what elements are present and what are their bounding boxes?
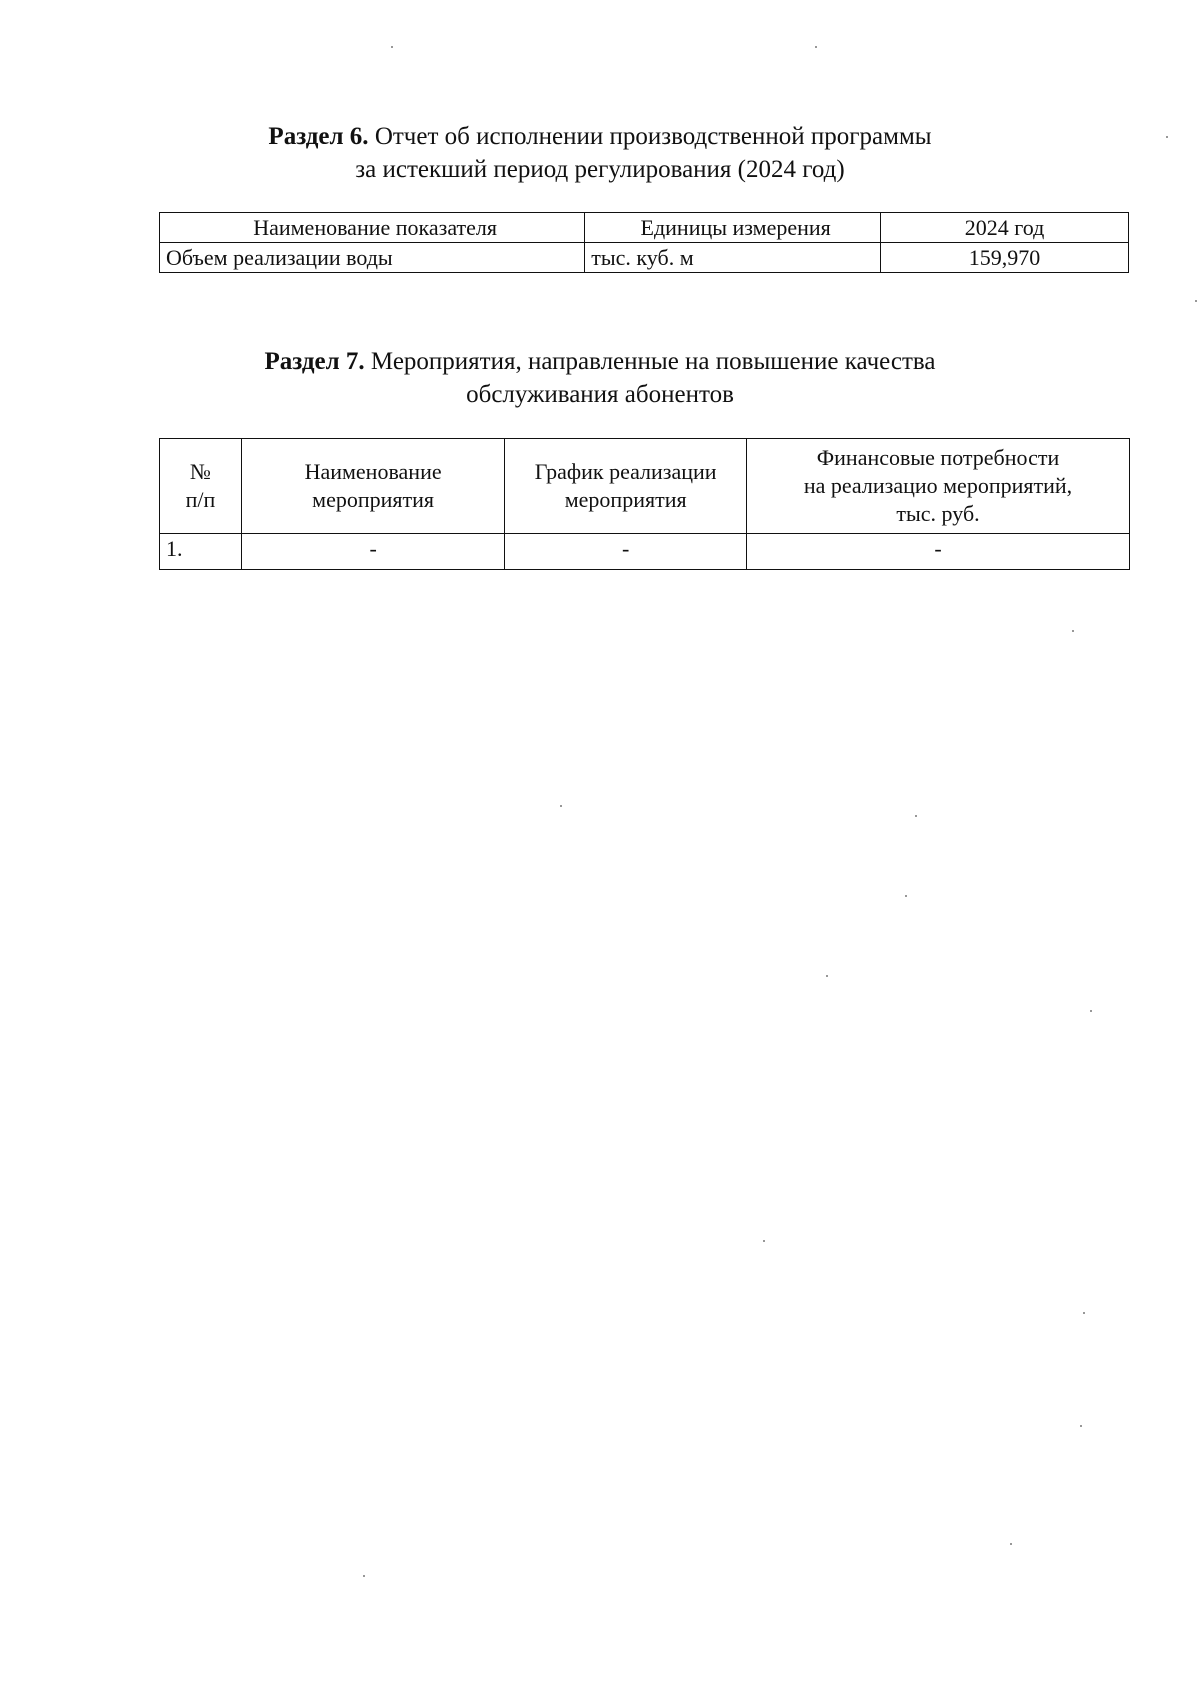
scan-speck — [363, 1575, 365, 1577]
header-measure-name — [241, 439, 505, 534]
section-6-title-line2: за истекший период регулирования (2024 год) — [355, 156, 845, 183]
header-measure-name-line1: Наименование — [304, 459, 442, 484]
section-7-table — [159, 438, 1130, 570]
scan-speck — [1083, 1312, 1085, 1314]
section-7-title-line1: Мероприятия, направленные на повышение качества — [370, 348, 936, 375]
cell-indicator-name: Объем реализации воды — [160, 243, 585, 273]
table-row — [160, 534, 1130, 570]
scan-speck — [1010, 1543, 1012, 1545]
scan-speck — [763, 1240, 765, 1242]
header-schedule — [505, 439, 747, 534]
section-7-title-line2: обслуживания абонентов — [466, 381, 734, 408]
header-financing — [747, 439, 1130, 534]
scan-speck — [1090, 1010, 1092, 1012]
scan-speck — [1072, 630, 1074, 632]
scan-speck — [905, 895, 907, 897]
header-number — [160, 439, 242, 534]
cell-value: 159,970 — [881, 243, 1129, 273]
cell-financing: - — [747, 534, 1130, 570]
header-number-line1: № — [189, 459, 211, 484]
scan-speck — [1195, 300, 1197, 302]
header-year: 2024 год — [881, 213, 1129, 243]
cell-schedule: - — [505, 534, 747, 570]
scan-speck — [826, 975, 828, 977]
table-header-row — [160, 213, 1129, 243]
section-6-title-line1: Отчет об исполнении производственной программы — [374, 123, 932, 150]
cell-number: 1. — [160, 534, 242, 570]
section-7-label: Раздел 7. — [264, 348, 365, 375]
scan-speck — [391, 46, 393, 48]
section-6-label: Раздел 6. — [268, 123, 369, 150]
header-indicator-name: Наименование показателя — [160, 213, 585, 243]
scan-speck — [560, 805, 562, 807]
header-schedule-line1: График реализации — [534, 459, 717, 484]
scan-speck — [1166, 136, 1168, 138]
header-number-line2: п/п — [185, 487, 216, 512]
scan-speck — [915, 815, 917, 817]
header-financing-line3: тыс. руб. — [896, 501, 980, 526]
cell-units: тыс. куб. м — [585, 243, 881, 273]
header-measure-name-line2: мероприятия — [312, 487, 435, 512]
header-schedule-line2: мероприятия — [564, 487, 687, 512]
section-6-table — [159, 212, 1129, 273]
cell-measure-name: - — [241, 534, 505, 570]
header-financing-line2: на реализацио мероприятий, — [803, 473, 1073, 498]
header-financing-line1: Финансовые потребности — [816, 445, 1060, 470]
section-7-heading — [0, 345, 1200, 411]
section-6-heading — [0, 120, 1200, 186]
table-row — [160, 243, 1129, 273]
scan-speck — [815, 46, 817, 48]
header-units: Единицы измерения — [585, 213, 881, 243]
scan-speck — [1080, 1425, 1082, 1427]
table-header-row — [160, 439, 1130, 534]
